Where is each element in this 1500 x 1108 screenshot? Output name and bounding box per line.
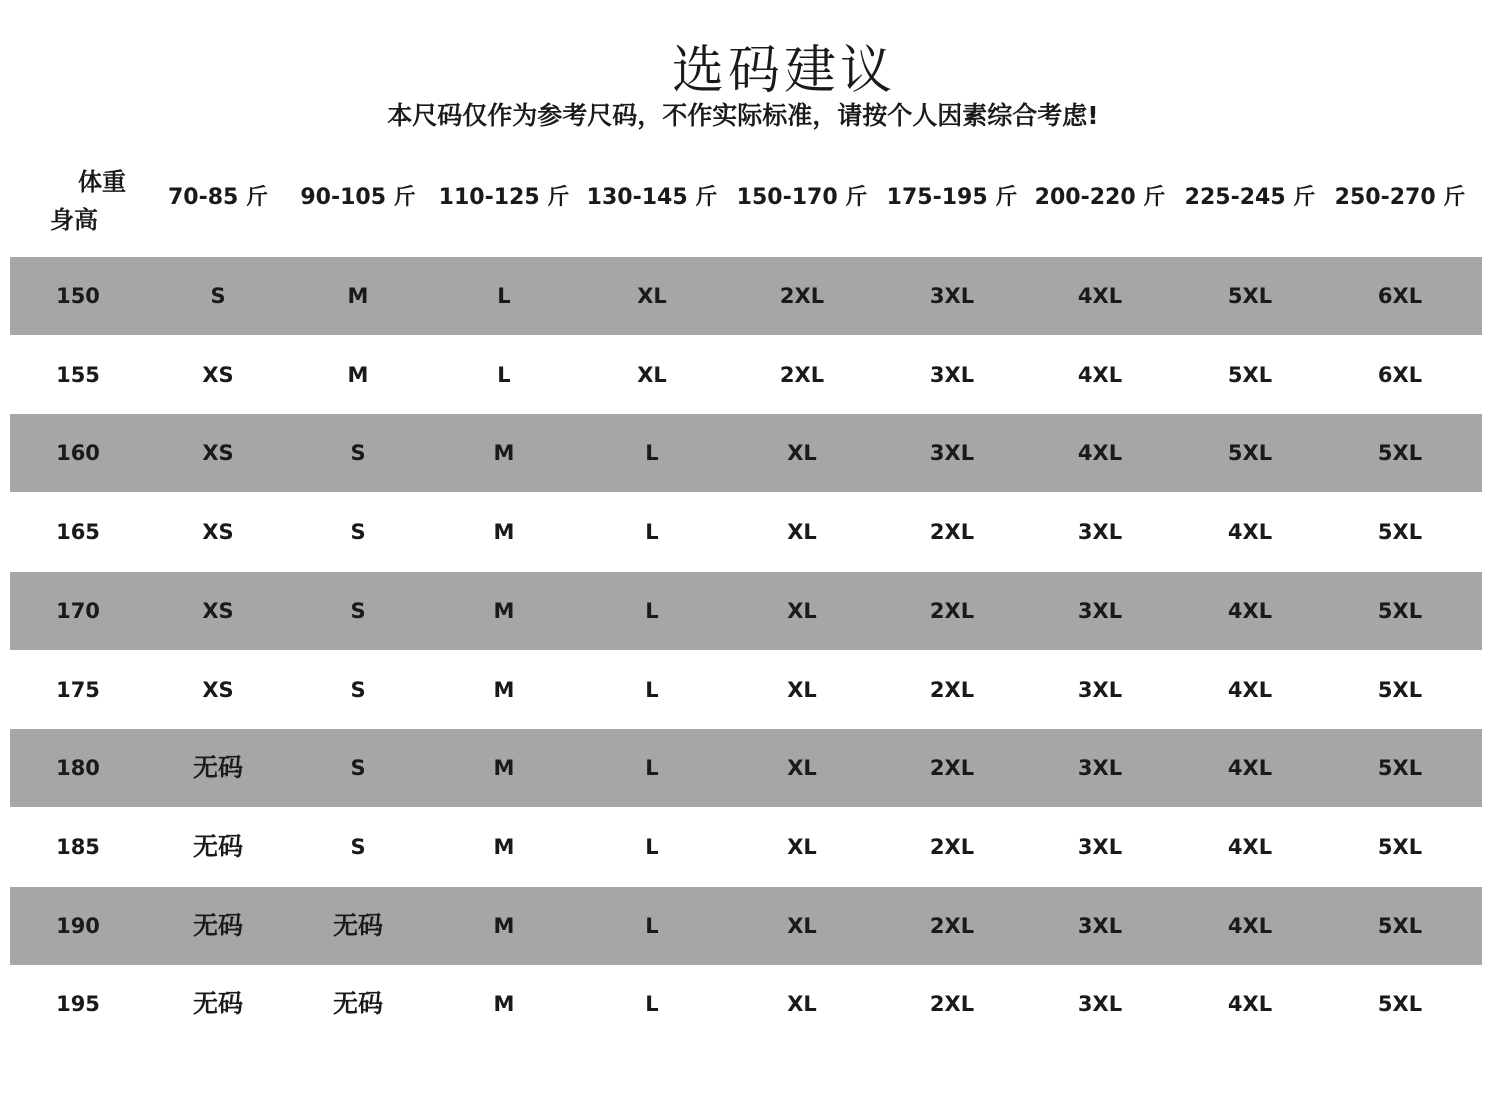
table-row <box>10 257 1482 335</box>
size-cell: L <box>497 363 511 387</box>
size-cell: 4XL <box>1077 363 1123 387</box>
size-cell: XL <box>787 599 817 623</box>
size-cell: 5XL <box>1377 835 1423 859</box>
weight-column-header: 70-85 斤 <box>167 185 269 210</box>
size-cell: M <box>493 441 515 465</box>
size-cell: 3XL <box>929 441 975 465</box>
size-cell: L <box>645 992 659 1016</box>
size-cell: M <box>347 284 369 308</box>
size-cell: 3XL <box>1077 520 1123 544</box>
size-cell: M <box>493 914 515 938</box>
size-cell: S <box>350 835 366 859</box>
size-cell: 无码 <box>192 989 243 1018</box>
size-cell: 4XL <box>1227 599 1273 623</box>
height-axis-label: 身高 <box>50 206 98 234</box>
size-cell: 4XL <box>1227 520 1273 544</box>
height-cell: 155 <box>56 363 100 387</box>
size-cell: XL <box>787 678 817 702</box>
table-row <box>10 651 1482 729</box>
size-cell: 3XL <box>929 363 975 387</box>
size-cell: 6XL <box>1377 363 1423 387</box>
height-cell: 150 <box>56 284 100 308</box>
size-cell: M <box>493 756 515 780</box>
size-cell: 5XL <box>1377 756 1423 780</box>
size-cell: 2XL <box>929 914 975 938</box>
size-cell: 5XL <box>1227 441 1273 465</box>
size-cell: 5XL <box>1377 992 1423 1016</box>
weight-column-header: 225-245 斤 <box>1184 185 1316 210</box>
size-cell: XL <box>787 756 817 780</box>
height-cell: 175 <box>56 678 100 702</box>
size-cell: XS <box>202 678 234 702</box>
size-cell: M <box>493 520 515 544</box>
size-cell: 无码 <box>192 832 243 861</box>
size-cell: 3XL <box>1077 599 1123 623</box>
size-cell: S <box>350 520 366 544</box>
height-cell: 185 <box>56 835 100 859</box>
size-cell: M <box>493 835 515 859</box>
size-cell: 2XL <box>929 835 975 859</box>
size-cell: 2XL <box>929 756 975 780</box>
size-cell: 2XL <box>929 992 975 1016</box>
size-cell: XL <box>637 363 667 387</box>
size-cell: L <box>645 914 659 938</box>
table-row <box>10 493 1482 571</box>
table-row <box>10 808 1482 886</box>
size-cell: M <box>493 992 515 1016</box>
size-cell: 3XL <box>1077 992 1123 1016</box>
size-cell: 4XL <box>1227 756 1273 780</box>
weight-column-header: 200-220 斤 <box>1034 185 1166 210</box>
page-title: 选码建议 <box>671 41 896 101</box>
height-cell: 170 <box>56 599 100 623</box>
size-cell: S <box>350 599 366 623</box>
table-row <box>10 336 1482 414</box>
size-cell: 4XL <box>1227 914 1273 938</box>
table-corner-header <box>40 160 150 240</box>
size-cell: L <box>645 756 659 780</box>
weight-column-header: 130-145 斤 <box>586 185 718 210</box>
size-cell: XL <box>787 441 817 465</box>
size-cell: 3XL <box>1077 835 1123 859</box>
height-cell: 195 <box>56 992 100 1016</box>
size-cell: 4XL <box>1227 992 1273 1016</box>
size-cell: 2XL <box>929 520 975 544</box>
size-cell: M <box>347 363 369 387</box>
size-cell: 5XL <box>1377 599 1423 623</box>
weight-axis-label: 体重 <box>78 168 126 196</box>
size-cell: 5XL <box>1227 284 1273 308</box>
size-cell: 5XL <box>1377 441 1423 465</box>
size-cell: XL <box>787 992 817 1016</box>
size-cell: 3XL <box>1077 756 1123 780</box>
table-row <box>10 414 1482 492</box>
size-cell: XS <box>202 599 234 623</box>
size-cell: XL <box>787 835 817 859</box>
size-cell: L <box>645 520 659 544</box>
table-row <box>10 729 1482 807</box>
size-cell: 3XL <box>1077 678 1123 702</box>
size-cell: XL <box>637 284 667 308</box>
size-cell: 3XL <box>929 284 975 308</box>
size-cell: XS <box>202 441 234 465</box>
table-row <box>10 965 1482 1043</box>
table-row <box>10 572 1482 650</box>
size-cell: XL <box>787 914 817 938</box>
weight-column-header: 250-270 斤 <box>1334 185 1466 210</box>
size-cell: M <box>493 599 515 623</box>
size-cell: 4XL <box>1077 441 1123 465</box>
size-cell: XS <box>202 520 234 544</box>
size-cell: 2XL <box>929 678 975 702</box>
size-cell: 2XL <box>929 599 975 623</box>
size-cell: S <box>350 756 366 780</box>
size-cell: 无码 <box>332 911 383 940</box>
size-cell: S <box>210 284 226 308</box>
height-cell: 165 <box>56 520 100 544</box>
size-cell: XS <box>202 363 234 387</box>
size-cell: 5XL <box>1227 363 1273 387</box>
weight-column-header: 90-105 斤 <box>300 185 416 210</box>
size-cell: 4XL <box>1227 678 1273 702</box>
size-cell: 5XL <box>1377 520 1423 544</box>
size-cell: 4XL <box>1077 284 1123 308</box>
size-cell: 3XL <box>1077 914 1123 938</box>
weight-column-header: 150-170 斤 <box>736 185 868 210</box>
size-cell: L <box>497 284 511 308</box>
height-cell: 190 <box>56 914 100 938</box>
size-cell: 无码 <box>192 911 243 940</box>
size-cell: M <box>493 678 515 702</box>
size-cell: 无码 <box>332 989 383 1018</box>
weight-column-header: 175-195 斤 <box>886 185 1018 210</box>
size-cell: 2XL <box>779 363 825 387</box>
height-cell: 180 <box>56 756 100 780</box>
size-cell: 2XL <box>779 284 825 308</box>
size-cell: 4XL <box>1227 835 1273 859</box>
size-cell: 5XL <box>1377 678 1423 702</box>
size-cell: XL <box>787 520 817 544</box>
size-cell: 5XL <box>1377 914 1423 938</box>
size-cell: S <box>350 678 366 702</box>
size-cell: L <box>645 678 659 702</box>
size-cell: 6XL <box>1377 284 1423 308</box>
height-cell: 160 <box>56 441 100 465</box>
size-cell: S <box>350 441 366 465</box>
weight-column-header: 110-125 斤 <box>438 185 570 210</box>
size-cell: L <box>645 441 659 465</box>
size-cell: 无码 <box>192 753 243 782</box>
size-cell: L <box>645 835 659 859</box>
disclaimer-subtitle: 本尺码仅作为参考尺码，不作实际标准，请按个人因素综合考虑! <box>387 101 1099 130</box>
size-cell: L <box>645 599 659 623</box>
table-row <box>10 887 1482 965</box>
